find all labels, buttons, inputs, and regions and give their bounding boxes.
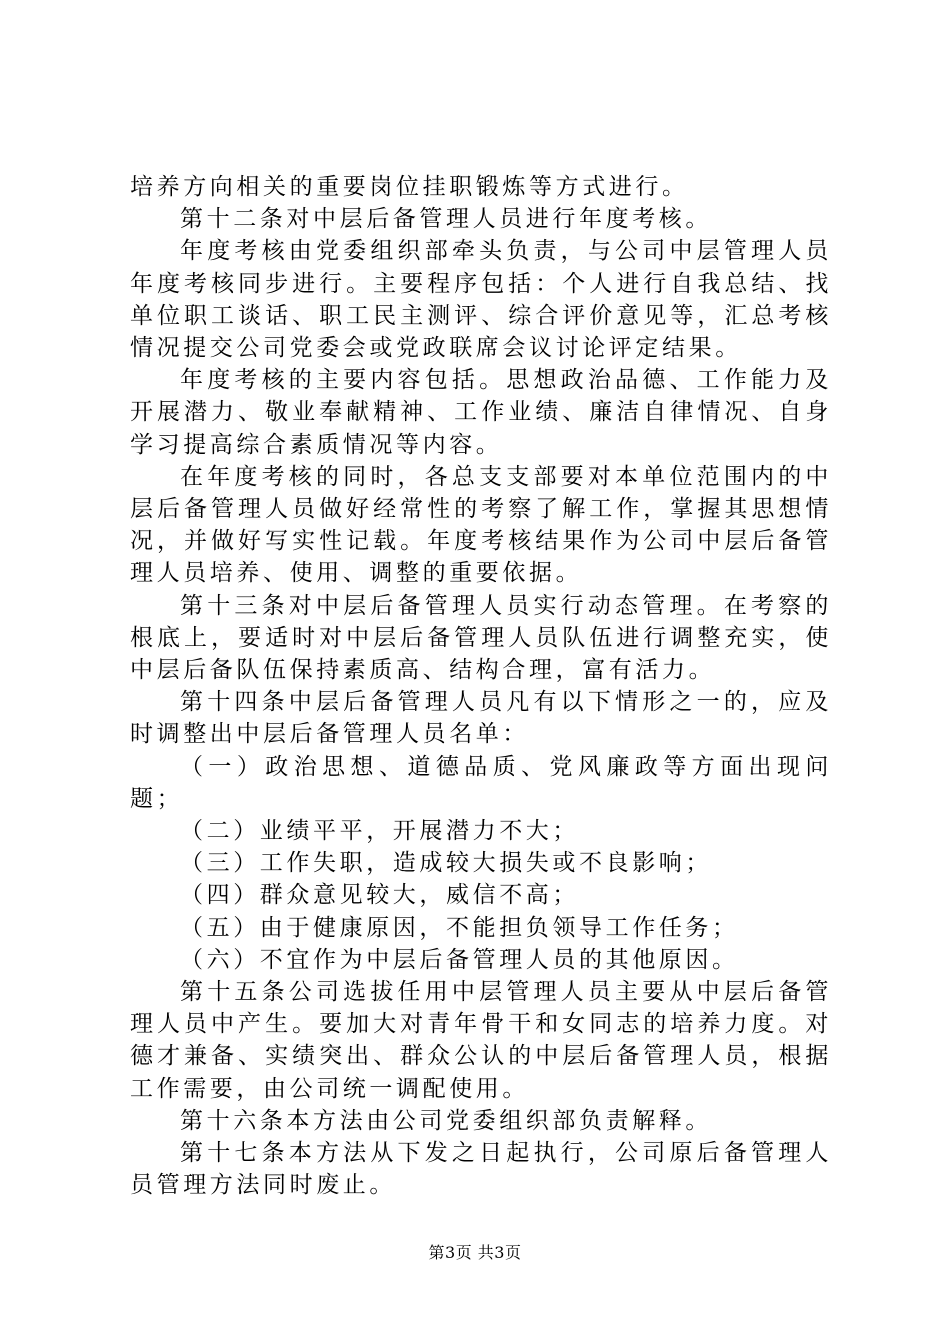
paragraph-article-17: 第十七条本方法从下发之日起执行，公司原后备管理人员管理方法同时废止。 bbox=[130, 1140, 832, 1199]
paragraph: 在年度考核的同时，各总支支部要对本单位范围内的中层后备管理人员做好经常性的考察了解工作，掌握其思想情况，并做好写实性记载。年度考核结果作为公司中层后备管理人员培养、使用、调整的重要依据。 bbox=[130, 463, 832, 587]
list-item: （六）不宜作为中层后备管理人员的其他原因。 bbox=[180, 946, 739, 973]
page-number-footer: 第3页 共3页 bbox=[428, 1243, 522, 1262]
list-item: （二）业绩平平，开展潜力不大； bbox=[180, 818, 579, 845]
list-item: （五）由于健康原因，不能担负领导工作任务； bbox=[180, 914, 739, 941]
list-item: （一）政治思想、道德品质、党风廉政等方面出现问题； bbox=[130, 753, 832, 812]
paragraph: 年度考核由党委组织部牵头负责，与公司中层管理人员年度考核同步进行。主要程序包括：个人进行自我总结、找单位职工谈话、职工民主测评、综合评价意见等，汇总考核情况提交公司党委会或党政联席会议讨论评定结果。 bbox=[130, 238, 832, 362]
paragraph-article-13: 第十三条对中层后备管理人员实行动态管理。在考察的根底上，要适时对中层后备管理人员队伍进行调整充实，使中层后备队伍保持素质高、结构合理，富有活力。 bbox=[130, 592, 832, 684]
paragraph-article-16: 第十六条本方法由公司党委组织部负责解释。 bbox=[180, 1107, 712, 1134]
list-item: （四）群众意见较大，威信不高； bbox=[180, 882, 579, 909]
paragraph-article-12: 第十二条对中层后备管理人员进行年度考核。 bbox=[180, 206, 712, 233]
document-body bbox=[130, 171, 832, 1202]
paragraph-article-14: 第十四条中层后备管理人员凡有以下情形之一的，应及时调整出中层后备管理人员名单： bbox=[130, 689, 832, 748]
list-item: （三）工作失职，造成较大损失或不良影响； bbox=[180, 850, 712, 877]
paragraph: 培养方向相关的重要岗位挂职锻炼等方式进行。 bbox=[130, 174, 689, 200]
paragraph-article-15: 第十五条公司选拔任用中层管理人员主要从中层后备管理人员中产生。要加大对青年骨干和女同志的培养力度。对德才兼备、实绩突出、群众公认的中层后备管理人员，根据工作需要，由公司统一调配使用。 bbox=[130, 979, 832, 1102]
paragraph: 年度考核的主要内容包括。思想政治品德、工作能力及开展潜力、敬业奉献精神、工作业绩、廉洁自律情况、自身学习提高综合素质情况等内容。 bbox=[130, 367, 832, 458]
